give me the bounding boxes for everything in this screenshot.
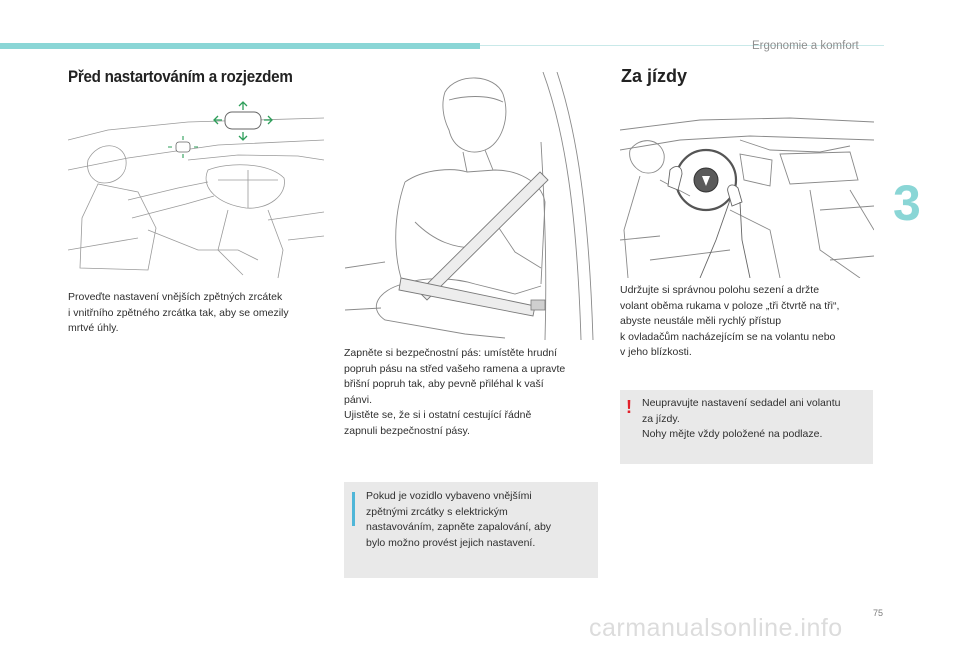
watermark: carmanualsonline.info	[589, 614, 843, 642]
driving-position-text: Udržujte si správnou polohu sezení a držte volant oběma rukama v poloze „tři čtvrtě na tři“, abyste neustále měli rychlý přístup k ovladačům nacházejícím se na volantu nebo v jeho blízkosti.	[620, 284, 840, 359]
warning-note	[620, 390, 873, 464]
mirror-instruction-text: Proveďte nastavení vnějších zpětných zrcátek i vnitřního zpětného zrcátka tak, aby se omezily mrtvé úhly.	[68, 291, 289, 335]
info-note	[344, 482, 598, 578]
info-note-text: Pokud je vozidlo vybaveno vnějšími zpětnými zrcátky s elektrickým nastavováním, zapněte zapalování, aby bylo možno provést jejich nastavení.	[366, 490, 552, 549]
seatbelt-illustration	[345, 72, 597, 340]
page-number: 75	[873, 608, 884, 618]
info-icon	[352, 492, 355, 526]
mirror-adjustment-illustration	[68, 100, 324, 280]
seatbelt-instruction-text: Zapněte si bezpečnostní pás: umístěte hrudní popruh pásu na střed vašeho ramena a upravte břišní popruh tak, aby pevně přiléhal k vaší pánvi. Ujistěte se, že si i ostatní cestující řádně zapnuli bezpečnostní pásy.	[344, 347, 566, 437]
section-title-before-start: Před nastartováním a rozjezdem	[68, 68, 293, 86]
section-title-while-driving: Za jízdy	[621, 66, 688, 86]
chapter-color-bar	[0, 43, 480, 49]
running-head: Ergonomie a komfort	[752, 40, 859, 52]
warning-exclamation-icon: !	[626, 397, 632, 417]
warning-note-text: Neupravujte nastavení sedadel ani volantu za jízdy. Nohy mějte vždy položené na podlaze.	[642, 397, 841, 441]
driving-position-illustration	[620, 110, 874, 278]
chapter-number: 3	[893, 175, 921, 231]
